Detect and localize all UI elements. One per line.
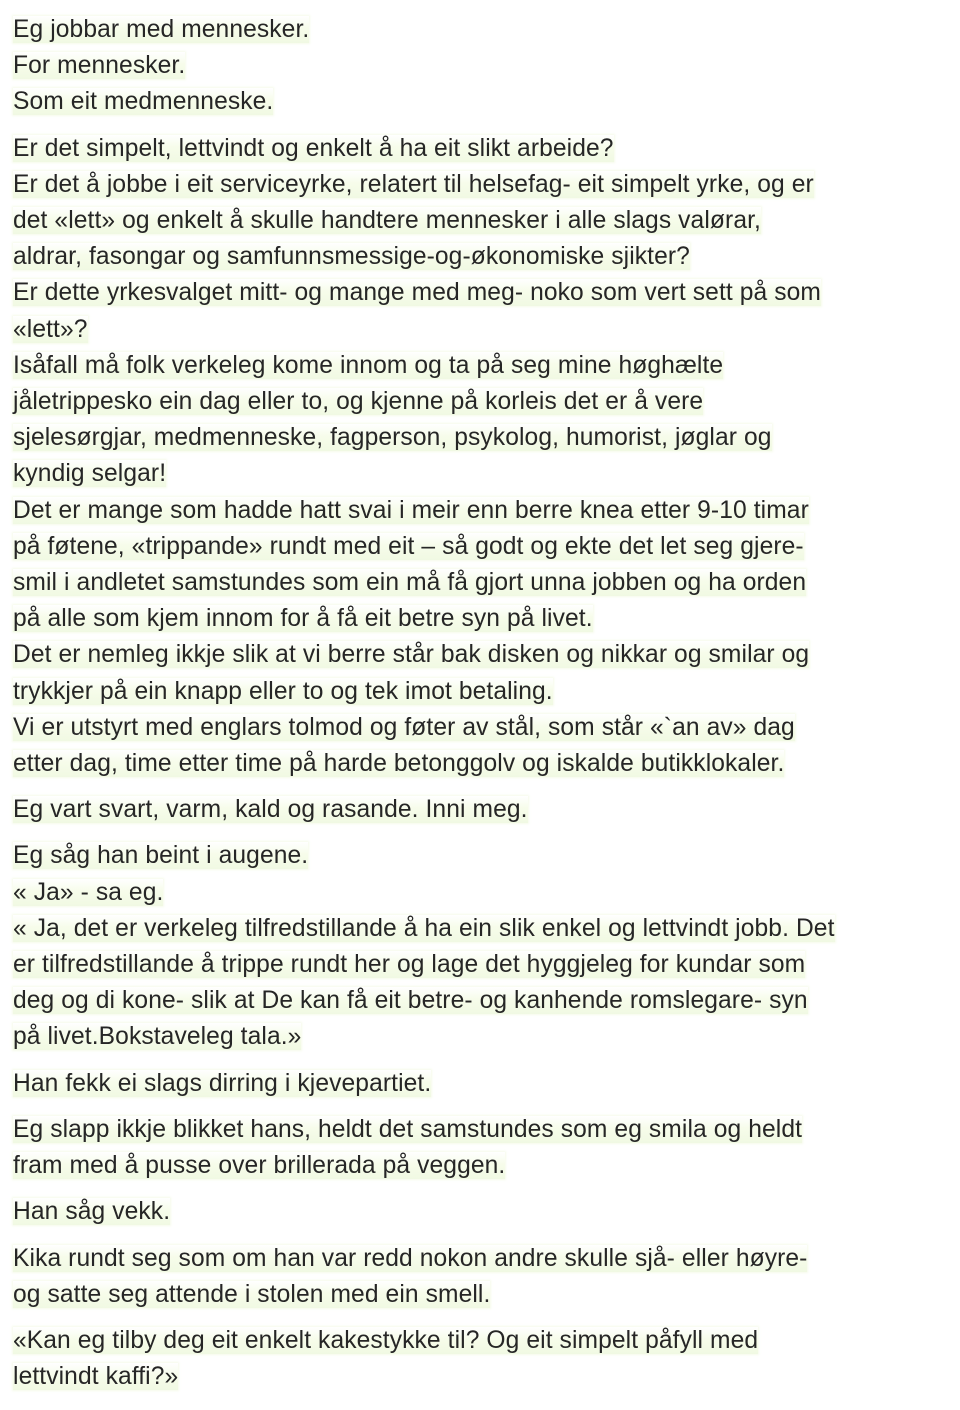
text-line (13, 1359, 948, 1395)
text-line-content: Isåfall må folk verkeleg kome innom og ta på seg mine høghælte (13, 351, 724, 379)
text-line-content: jåletrippesko ein dag eller to, og kjenne på korleis det er å vere (13, 388, 704, 416)
text-line-content: på livet.Bokstaveleg tala.» (13, 1023, 302, 1051)
text-line-content: Han fekk ei slags dirring i kjevepartiet. (13, 1069, 432, 1097)
text-line (13, 1112, 948, 1148)
text-line-content: Er det å jobbe i eit serviceyrke, relatert til helsefag- eit simpelt yrke, og er (13, 170, 814, 198)
text-line (13, 947, 948, 983)
text-line (13, 792, 948, 828)
text-line-content: Han såg vekk. (13, 1198, 171, 1226)
text-line-content: deg og di kone- slik at De kan få eit betre- og kanhende romslegare- syn (13, 987, 808, 1015)
text-line-content: lettvindt kaffi?» (13, 1363, 179, 1391)
text-line-content: «Kan eg tilby deg eit enkelt kakestykke til? Og eit simpelt påfyll med (13, 1326, 759, 1354)
text-line (13, 1323, 948, 1359)
text-line-content: det «lett» og enkelt å skulle handtere mennesker i alle slags valørar, (13, 207, 761, 235)
text-line (13, 493, 948, 529)
text-line (13, 746, 948, 782)
text-line-content: er tilfredstillande å trippe rundt her og lage det hyggjeleg for kundar som (13, 951, 806, 979)
text-line-content: og satte seg attende i stolen med ein smell. (13, 1280, 491, 1308)
text-line-content: på alle som kjem innom for å få eit betre syn på livet. (13, 605, 593, 633)
paragraph-looked-away (13, 1194, 948, 1230)
text-line (13, 275, 948, 311)
text-line (13, 565, 948, 601)
text-line-content: Vi er utstyrt med englars tolmod og føter av stål, som står «`an av» dag (13, 713, 795, 741)
text-line (13, 1148, 948, 1184)
text-line (13, 875, 948, 911)
text-line (13, 983, 948, 1019)
text-line (13, 838, 948, 874)
text-line (13, 601, 948, 637)
text-line-content: aldrar, fasongar og samfunnsmessige-og-økonomiske sjikter? (13, 243, 690, 271)
text-line-content: kyndig selgar! (13, 460, 167, 488)
text-line (13, 911, 948, 947)
text-line (13, 312, 948, 348)
text-line (13, 529, 948, 565)
text-line-content: Kika rundt seg som om han var redd nokon andre skulle sjå- eller høyre- (13, 1244, 808, 1272)
text-line (13, 1066, 948, 1102)
text-line (13, 420, 948, 456)
text-line-content: Eg vart svart, varm, kald og rasande. Inni meg. (13, 796, 528, 824)
text-line (13, 384, 948, 420)
text-line-content: Det er nemleg ikkje slik at vi berre står bak disken og nikkar og smilar og (13, 641, 810, 669)
paragraph-sat-back (13, 1241, 948, 1313)
text-line-content: «lett»? (13, 315, 88, 343)
paragraph-main (13, 131, 948, 783)
text-line-content: trykkjer på ein knapp eller to og tek imot betaling. (13, 677, 553, 705)
paragraph-jaw (13, 1066, 948, 1102)
text-line (13, 84, 948, 120)
text-line-content: på føtene, «trippande» rundt med eit – så godt og ekte det let seg gjere- (13, 532, 804, 560)
text-line (13, 1194, 948, 1230)
paragraph-gaze (13, 1112, 948, 1184)
text-line (13, 710, 948, 746)
text-line (13, 637, 948, 673)
text-line-content: Eg jobbar med mennesker. (13, 16, 310, 43)
text-line (13, 1019, 948, 1055)
text-line-content: smil i andletet samstundes som ein må få gjort unna jobben og ha orden (13, 569, 807, 597)
text-line (13, 348, 948, 384)
text-line-content: etter dag, time etter time på harde betonggolv og iskalde butikklokaler. (13, 750, 785, 778)
document-body (13, 12, 948, 1395)
text-line-content: fram med å pusse over brillerada på veggen. (13, 1152, 506, 1180)
text-line (13, 1277, 948, 1313)
text-line-content: Eg slapp ikkje blikket hans, heldt det samstundes som eg smila og heldt (13, 1115, 803, 1143)
paragraph-offer (13, 1323, 948, 1395)
paragraph-reply (13, 838, 948, 1055)
text-line-content: Er det simpelt, lettvindt og enkelt å ha eit slikt arbeide? (13, 134, 614, 162)
text-line (13, 203, 948, 239)
text-line-content: For mennesker. (13, 52, 186, 80)
text-line-content: « Ja, det er verkeleg tilfredstillande å ha ein slik enkel og lettvindt jobb. Det (13, 914, 835, 942)
text-line-content: Det er mange som hadde hatt svai i meir enn berre knea etter 9-10 timar (13, 496, 809, 524)
text-line (13, 1241, 948, 1277)
text-line-content: sjelesørgjar, medmenneske, fagperson, psykolog, humorist, jøglar og (13, 424, 772, 452)
text-line (13, 239, 948, 275)
text-line-content: « Ja» - sa eg. (13, 878, 164, 906)
text-line-content: Eg såg han beint i augene. (13, 842, 309, 870)
text-line (13, 12, 948, 48)
text-line (13, 674, 948, 710)
text-line-content: Er dette yrkesvalget mitt- og mange med meg- noko som vert sett på som (13, 279, 821, 307)
text-line (13, 456, 948, 492)
text-line (13, 131, 948, 167)
text-line (13, 167, 948, 203)
text-line (13, 48, 948, 84)
paragraph-intro (13, 12, 948, 121)
paragraph-reaction (13, 792, 948, 828)
text-line-content: Som eit medmenneske. (13, 88, 274, 116)
